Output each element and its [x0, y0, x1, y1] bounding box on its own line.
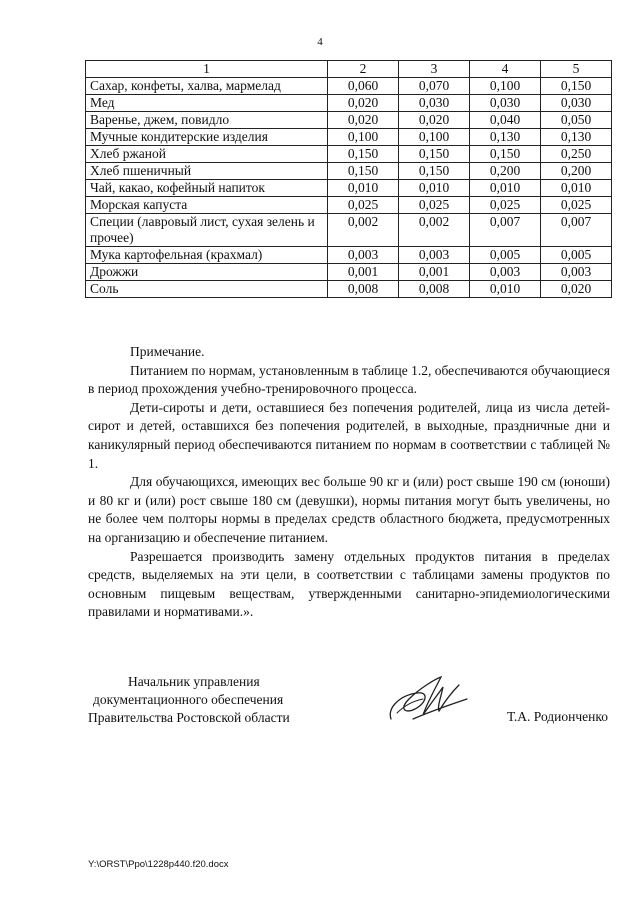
- note-paragraph: Дети-сироты и дети, оставшиеся без попечения родителей, лица из числа детей-сирот и детей, оставшихся без попечения родителей, в выходные, праздничные дни и каникулярный период обеспечиваются питанием по нормам в соответствии с таблицей № 1.: [88, 399, 610, 471]
- product-name: Мучные кондитерские изделия: [86, 129, 328, 146]
- product-name: Варенье, джем, повидло: [86, 112, 328, 129]
- col-header-1: 1: [86, 61, 328, 78]
- product-name: Хлеб ржаной: [86, 146, 328, 163]
- footer-file-path: Y:\ORST\Ppo\1228p440.f20.docx: [88, 859, 229, 870]
- table-row: [86, 180, 612, 197]
- note-paragraph: Для обучающихся, имеющих вес больше 90 кг и (или) рост свыше 190 см (юноши) и 80 кг и (или) рост свыше 180 см (девушки), нормы питания могут быть увеличены, но не более чем полторы нормы в пределах средств областного бюджета, предусмотренных на организацию и обеспечение питанием.: [88, 474, 610, 545]
- product-name: Специи (лавровый лист, сухая зелень и прочее): [86, 214, 328, 247]
- norm-value: 0,030: [470, 95, 541, 112]
- norm-value: 0,008: [399, 281, 470, 298]
- position-line: документационного обеспечения: [93, 692, 284, 707]
- table-row: [86, 214, 612, 247]
- position-line: Правительства Ростовской области: [88, 710, 290, 725]
- norm-value: 0,100: [470, 78, 541, 95]
- note-title: Примечание.: [130, 344, 205, 359]
- norm-value: 0,010: [470, 180, 541, 197]
- signatory-position: [88, 673, 290, 727]
- norm-value: 0,025: [541, 197, 612, 214]
- norm-value: 0,007: [470, 214, 541, 247]
- product-name: Соль: [86, 281, 328, 298]
- norm-value: 0,060: [328, 78, 399, 95]
- norm-value: 0,020: [328, 112, 399, 129]
- norm-value: 0,003: [470, 264, 541, 281]
- norm-value: 0,005: [541, 247, 612, 264]
- norm-value: 0,100: [399, 129, 470, 146]
- norm-value: 0,025: [470, 197, 541, 214]
- norm-value: 0,070: [399, 78, 470, 95]
- col-header-5: 5: [541, 61, 612, 78]
- page-number: 4: [317, 36, 323, 48]
- table-row: [86, 163, 612, 180]
- product-name: Чай, какао, кофейный напиток: [86, 180, 328, 197]
- norm-value: 0,007: [541, 214, 612, 247]
- table-row: [86, 264, 612, 281]
- norm-value: 0,020: [399, 112, 470, 129]
- norm-value: 0,200: [470, 163, 541, 180]
- norm-value: 0,003: [541, 264, 612, 281]
- signature-block: [88, 673, 610, 733]
- norm-value: 0,003: [399, 247, 470, 264]
- position-line: Начальник управления: [128, 674, 260, 689]
- norm-value: 0,005: [470, 247, 541, 264]
- norm-value: 0,010: [328, 180, 399, 197]
- product-name: Хлеб пшеничный: [86, 163, 328, 180]
- table-row: [86, 247, 612, 264]
- table-row: [86, 281, 612, 298]
- norm-value: 0,002: [328, 214, 399, 247]
- table-header-row: [86, 61, 612, 78]
- norm-value: 0,001: [399, 264, 470, 281]
- product-name: Сахар, конфеты, халва, мармелад: [86, 78, 328, 95]
- norm-value: 0,010: [541, 180, 612, 197]
- norm-value: 0,150: [328, 163, 399, 180]
- norm-value: 0,020: [328, 95, 399, 112]
- norm-value: 0,040: [470, 112, 541, 129]
- note-paragraph: Питанием по нормам, установленным в таблице 1.2, обеспечиваются обучающиеся в период прохождения учебно-тренировочного процесса.: [88, 362, 610, 397]
- norm-value: 0,030: [541, 95, 612, 112]
- col-header-2: 2: [328, 61, 399, 78]
- table-row: [86, 197, 612, 214]
- norm-value: 0,003: [328, 247, 399, 264]
- handwritten-signature-icon: [383, 669, 473, 729]
- norm-value: 0,250: [541, 146, 612, 163]
- note-paragraph: Разрешается производить замену отдельных продуктов питания в пределах средств, выделяемых на эти цели, в соответствии с таблицами замены продуктов по основным пищевым веществам, утвержденными санитарно-эпидемиологическими правилами и нормативами.».: [88, 548, 610, 620]
- product-name: Морская капуста: [86, 197, 328, 214]
- table-row: [86, 78, 612, 95]
- norm-value: 0,050: [541, 112, 612, 129]
- norms-table: [85, 60, 612, 298]
- norm-value: 0,150: [541, 78, 612, 95]
- norm-value: 0,150: [399, 163, 470, 180]
- norm-value: 0,030: [399, 95, 470, 112]
- norm-value: 0,150: [328, 146, 399, 163]
- norm-value: 0,002: [399, 214, 470, 247]
- norm-value: 0,008: [328, 281, 399, 298]
- norm-value: 0,010: [470, 281, 541, 298]
- signatory-name: Т.А. Родионченко: [507, 709, 608, 724]
- product-name: Мед: [86, 95, 328, 112]
- norm-value: 0,200: [541, 163, 612, 180]
- table-row: [86, 129, 612, 146]
- norm-value: 0,025: [328, 197, 399, 214]
- table-row: [86, 112, 612, 129]
- norm-value: 0,130: [541, 129, 612, 146]
- norm-value: 0,020: [541, 281, 612, 298]
- product-name: Дрожжи: [86, 264, 328, 281]
- norm-value: 0,130: [470, 129, 541, 146]
- norm-value: 0,100: [328, 129, 399, 146]
- norm-value: 0,001: [328, 264, 399, 281]
- norm-value: 0,010: [399, 180, 470, 197]
- col-header-3: 3: [399, 61, 470, 78]
- table-row: [86, 95, 612, 112]
- norm-value: 0,150: [470, 146, 541, 163]
- table-row: [86, 146, 612, 163]
- note-section: [88, 343, 610, 622]
- col-header-4: 4: [470, 61, 541, 78]
- norm-value: 0,025: [399, 197, 470, 214]
- norm-value: 0,150: [399, 146, 470, 163]
- product-name: Мука картофельная (крахмал): [86, 247, 328, 264]
